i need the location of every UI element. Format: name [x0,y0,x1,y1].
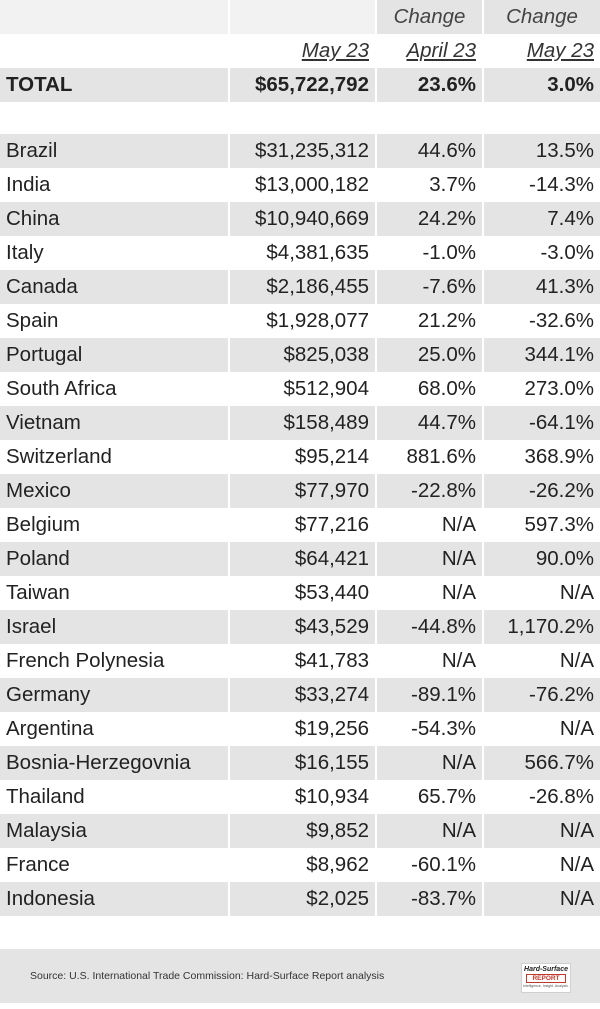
table-row [0,644,600,678]
row-spacer [0,102,600,134]
change-vs-may: 1,170.2% [484,610,600,644]
change-vs-may: 597.3% [524,512,594,536]
table-row [0,236,600,270]
change-vs-may: N/A [559,852,594,876]
change-vs-april: 65.7% [377,780,484,814]
change-vs-april: 44.6% [377,134,484,168]
country-name: Italy [0,236,230,270]
change-vs-april: -83.7% [377,882,484,916]
source-note: Source: U.S. International Trade Commission: Hard-Surface Report analysis [30,970,385,982]
import-value: $4,381,635 [230,236,377,270]
change-vs-may: 13.5% [484,134,600,168]
import-value: $2,025 [230,882,377,916]
table-row [0,338,600,372]
header-may23-change: May 23 [484,34,600,68]
country-name: Poland [0,542,230,576]
country-name: Indonesia [0,882,230,916]
change-vs-may: -64.1% [484,406,600,440]
change-vs-april: N/A [377,542,484,576]
change-vs-april: 68.0% [377,372,484,406]
header-change-april: Change [377,0,484,34]
table-row [0,440,600,474]
import-value: $9,852 [230,814,377,848]
table-row [0,746,600,780]
import-value: $158,489 [230,406,377,440]
table-row [0,882,600,916]
change-vs-april: -1.0% [377,236,484,270]
country-name: French Polynesia [0,644,230,678]
import-value: $10,934 [230,780,377,814]
table-row [0,576,600,610]
change-vs-april: N/A [377,814,484,848]
change-vs-april: N/A [377,746,484,780]
change-vs-april: N/A [377,644,484,678]
change-vs-april: 3.7% [377,168,484,202]
import-value: $53,440 [230,576,377,610]
country-name: Bosnia-Herzegovnia [0,746,230,780]
change-vs-may: 344.1% [484,338,600,372]
country-name: Israel [0,610,230,644]
change-vs-may: 566.7% [484,746,600,780]
table-row [0,134,600,168]
change-vs-april: 881.6% [377,440,484,474]
change-vs-april: -7.6% [377,270,484,304]
footer [0,949,600,1003]
country-name: Argentina [0,712,230,746]
change-vs-may: 41.3% [484,270,600,304]
change-vs-april: -22.8% [377,474,484,508]
country-name: South Africa [0,372,230,406]
change-vs-april: -60.1% [377,848,484,882]
change-vs-may: -14.3% [529,172,594,196]
country-name: Spain [0,304,230,338]
header-april23: April 23 [377,34,484,68]
import-value: $2,186,455 [230,270,377,304]
change-vs-april: 21.2% [377,304,484,338]
import-value: $10,940,669 [230,202,377,236]
change-vs-april: 24.2% [377,202,484,236]
change-vs-may: -76.2% [484,678,600,712]
country-name: India [0,168,230,202]
change-vs-may: -26.2% [484,474,600,508]
total-row [0,68,600,102]
total-change-april: 23.6% [377,68,484,102]
import-value: $64,421 [230,542,377,576]
import-value: $19,256 [230,712,377,746]
country-rows [0,134,600,916]
header-row-1 [0,0,600,34]
table-row [0,848,600,882]
country-name: Thailand [0,780,230,814]
import-value: $77,970 [230,474,377,508]
change-vs-may: 90.0% [484,542,600,576]
import-value: $16,155 [230,746,377,780]
table-row [0,508,600,542]
country-name: Taiwan [0,576,230,610]
country-name: Malaysia [0,814,230,848]
header-row-2 [0,34,600,68]
total-label: TOTAL [0,68,230,102]
header-change-may: Change [484,0,600,34]
change-vs-may: -32.6% [529,308,594,332]
table-row [0,168,600,202]
table-row [0,610,600,644]
country-name: Switzerland [0,440,230,474]
import-value: $31,235,312 [230,134,377,168]
change-vs-may: N/A [484,882,600,916]
change-vs-may: N/A [484,814,600,848]
change-vs-may: N/A [559,716,594,740]
import-value: $1,928,077 [230,304,377,338]
hard-surface-report-logo [521,963,571,993]
change-vs-may: -3.0% [540,240,594,264]
table-row [0,780,600,814]
total-change-may: 3.0% [484,68,600,102]
table-row [0,542,600,576]
country-name: Canada [0,270,230,304]
country-name: Vietnam [0,406,230,440]
total-value: $65,722,792 [230,68,377,102]
country-name: Portugal [0,338,230,372]
change-vs-april: -54.3% [377,712,484,746]
table-row [0,406,600,440]
change-vs-april: -44.8% [377,610,484,644]
change-vs-may: 7.4% [484,202,600,236]
table-row [0,202,600,236]
import-value: $41,783 [230,644,377,678]
change-vs-april: -89.1% [377,678,484,712]
country-name: Belgium [0,508,230,542]
logo-tagline: Intelligence. Insight. Analysis. [523,984,569,988]
import-value: $13,000,182 [230,168,377,202]
change-vs-may: N/A [559,580,594,604]
change-vs-may: N/A [559,648,594,672]
header-blank-1 [0,0,230,34]
import-value: $512,904 [230,372,377,406]
country-name: France [0,848,230,882]
table-row [0,678,600,712]
change-vs-april: N/A [377,576,484,610]
logo-report-stamp: REPORT [526,974,566,983]
change-vs-may: 273.0% [524,376,594,400]
country-name: China [0,202,230,236]
logo-title: Hard-Surface [524,966,568,973]
header-may23: May 23 [230,34,377,68]
table-row [0,372,600,406]
country-name: Mexico [0,474,230,508]
import-value: $43,529 [230,610,377,644]
import-value: $825,038 [230,338,377,372]
change-vs-may: 368.9% [524,444,594,468]
country-name: Brazil [0,134,230,168]
import-value: $95,214 [230,440,377,474]
table-row [0,304,600,338]
header-blank-3 [0,34,230,68]
table-row [0,474,600,508]
change-vs-april: N/A [377,508,484,542]
import-value: $8,962 [230,848,377,882]
header-blank-2 [230,0,377,34]
country-name: Germany [0,678,230,712]
import-value: $77,216 [230,508,377,542]
table-row [0,270,600,304]
change-vs-may: -26.8% [529,784,594,808]
import-value: $33,274 [230,678,377,712]
change-vs-april: 44.7% [377,406,484,440]
table-row [0,712,600,746]
change-vs-april: 25.0% [377,338,484,372]
table-row [0,814,600,848]
